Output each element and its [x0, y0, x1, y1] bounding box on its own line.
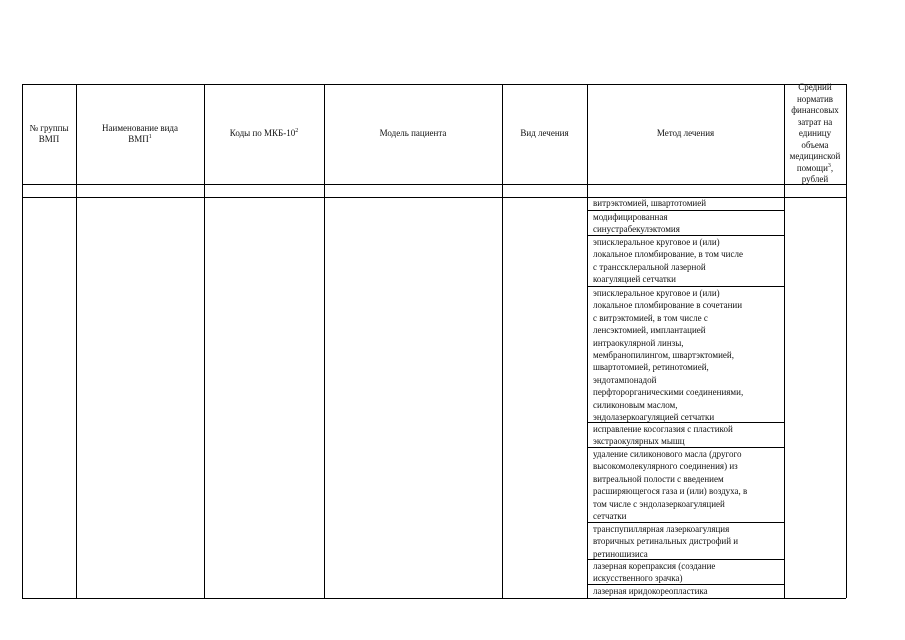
method-cell: эписклеральное круговое и (или) локальное пломбирование в сочетании с витрэктомией, в том числе с ленсэктомией, имплантацией интраокулярной линзы, мембранопилингом, швартэктомией, швартотомией, ретинотомией, эндотампонадой перфторорганическими соединениями, силиконовым маслом, эндолазеркоагуляцией сетчатки: [593, 288, 744, 423]
vmp-table: [22, 84, 846, 598]
header-treatment-type: [502, 84, 587, 184]
method-cell: исправление косоглазия с пластикой экстраокулярных мышц: [593, 424, 733, 447]
method-cell: лазерная корепраксия (создание искусственного зрачка): [593, 561, 716, 584]
footnote-marker: 1: [148, 134, 152, 140]
header-avg-cost-unit: , рублей: [801, 162, 834, 185]
header-treatment-type-text: Вид лечения: [520, 128, 569, 139]
header-patient-model: [324, 84, 502, 184]
header-vmp-name-text: Наименование вида ВМП: [102, 122, 178, 144]
header-patient-model-text: Модель пациента: [379, 128, 447, 139]
footnote-marker: 2: [295, 128, 299, 135]
table-border-bottom: [22, 598, 846, 599]
header-avg-cost: [784, 84, 846, 184]
method-cell: лазерная иридокореопластика: [593, 586, 708, 596]
header-row-border: [22, 184, 846, 185]
method-cell: эписклеральное круговое и (или) локальное пломбирование, в том числе с транссклеральной лазерной коагуляцией сетчатки: [593, 237, 743, 285]
header-icd-codes-text: Коды по МКБ-10: [229, 128, 296, 139]
header-avg-cost-text: Средний норматив финансовых затрат на единицу объема медицинской помощи: [789, 82, 841, 173]
method-cell: транспупиллярная лазеркоагуляция вторичных ретинальных дистрофий и ретиношизиса: [593, 524, 739, 559]
header-vmp-name: [76, 84, 204, 184]
method-cell: витрэктомией, швартотомией: [593, 198, 707, 208]
table-border-right: [846, 84, 847, 598]
footnote-marker: 3: [827, 162, 831, 169]
header-group-number: [22, 84, 76, 184]
header-treatment-method: [587, 84, 784, 184]
header-treatment-method-text: Метод лечения: [656, 128, 715, 139]
method-cell: удаление силиконового масла (другого высокомолекулярного соединения) из витреальной полости с введением расширяющегося газа и (или) воздуха, в том числе с эндолазеркоагуляцией сетчатки: [593, 449, 748, 522]
method-cell: модифицированная синустрабекулэктомия: [593, 212, 680, 235]
header-group-number-text: № группы ВМП: [29, 122, 69, 144]
header-icd-codes: [204, 84, 324, 184]
